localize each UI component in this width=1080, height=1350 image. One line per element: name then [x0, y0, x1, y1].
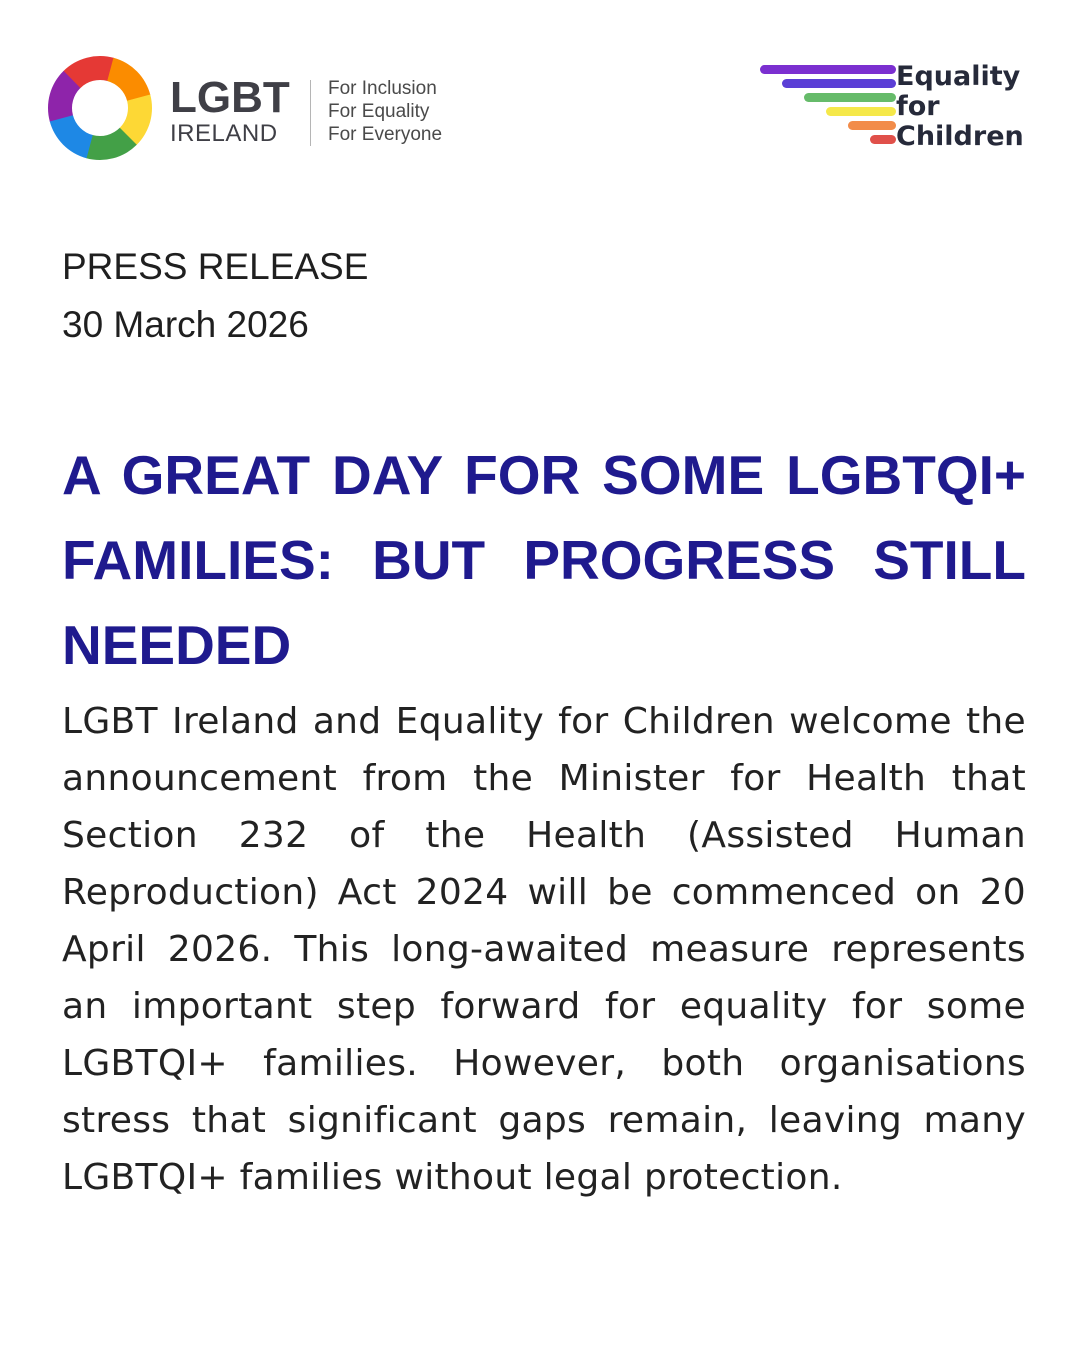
- lgbt-ireland-logo: [48, 56, 468, 164]
- wordmark-line-for: for: [896, 91, 940, 122]
- ireland-logo-name: IRELAND: [170, 120, 278, 147]
- equality-for-children-wordmark: [896, 62, 1024, 152]
- release-date: 30 March 2026: [62, 304, 309, 345]
- equality-for-children-logo: [756, 62, 1036, 158]
- rainbow-bars-icon: [756, 62, 896, 158]
- tagline-line-everyone: For Everyone: [328, 124, 443, 145]
- headline: A GREAT DAY FOR SOME LGBTQI+ FAMILIES: BUT PROGRESS STILL NEEDED: [62, 444, 1026, 676]
- wordmark-line-children: Children: [896, 121, 1024, 152]
- body-paragraph: LGBT Ireland and Equality for Children welcome the announcement from the Minister for Health that Section 232 of the Health (Assisted Human Reproduction) Act 2024 will be commenced on 20 April 2026. This long-awaited measure represents an important step forward for equality for some LGBTQI+ families. However, both organisations stress that significant gaps remain, leaving many LGBTQI+ families without legal protection.: [62, 701, 1026, 1198]
- wordmark-line-equality: Equality: [896, 61, 1021, 92]
- ring-segment: [50, 115, 93, 158]
- bar-red: [870, 135, 896, 144]
- bar-orange: [848, 121, 896, 130]
- press-release-label: PRESS RELEASE: [62, 246, 369, 287]
- bar-yellow: [826, 107, 896, 116]
- lgbt-logo-name: LGBT: [170, 73, 290, 122]
- tagline-line-equality: For Equality: [328, 101, 430, 122]
- bar-green: [804, 93, 896, 102]
- tagline-line-inclusion: For Inclusion: [328, 78, 437, 99]
- bar-purple: [760, 65, 896, 74]
- ring-segment: [107, 58, 150, 101]
- bar-indigo: [782, 79, 896, 88]
- lgbt-tagline: [328, 77, 442, 146]
- logo-divider: [310, 80, 311, 146]
- rainbow-ring-icon: [48, 56, 152, 160]
- release-meta: [62, 238, 368, 354]
